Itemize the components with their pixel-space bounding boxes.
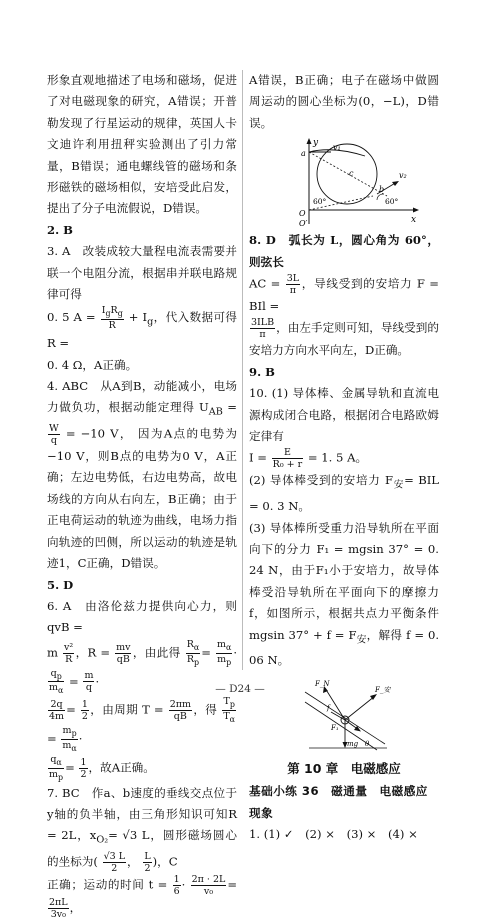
label-b: b [379, 185, 385, 195]
page-number: — D24 — [215, 683, 265, 695]
label-angle-o: 60° [313, 197, 327, 207]
label-fn: F_N [315, 679, 330, 688]
label-mg: mg [347, 739, 359, 748]
label-a: a [301, 149, 306, 159]
column-divider [242, 70, 243, 670]
left-column [47, 70, 237, 920]
section-title: 基础小练 36 磁通量 电磁感应现象 [249, 784, 428, 820]
label-x: x [411, 215, 417, 226]
label-theta: θ [365, 739, 370, 748]
answer-2: 2. B [47, 222, 73, 237]
answer-7-continued: A错误，B正确；电子在磁场中做圆周运动的圆心坐标为(0，−L)，D错误。 [249, 73, 439, 130]
answer-7: 7. BC 作a、b速度的垂线交点位于y轴的负半轴，由三角形知识可知R = 2L，$x_{O_2}= √3$ L，圆形磁场圆心的坐标为( $\frac{√3 L}{2}$ ， $\frac{L}{2}$ )，C 正确；运动的时间 t = $\frac{1}{6}$ · $\frac{2\pi \cdot 2L}{\text{v₀}}$ = $\frac{2\pi L}{\text{3v₀}}$ ， [47, 785, 238, 920]
label-o-prime: O′ [299, 219, 308, 229]
answer-8: 8. D 弧长为 L，圆心角为 60°，则弦长 AC = $\frac{3L}{\pi}$ ，导线受到的安培力 F = BIl = $\frac{\text{3ILB}}{\pi}$ ，由左手定则可知，导线受到的安培力方向水平向左，D正确。 [249, 233, 439, 358]
label-fa: F_安 [375, 685, 391, 694]
answer-9: 9. B [249, 364, 275, 379]
label-c: c [349, 169, 354, 179]
label-angle-b: 60° [385, 197, 399, 207]
label-v2: v₂ [399, 171, 407, 181]
fraction: $\frac{W}{q}$ [49, 423, 59, 447]
answer-6: 6. A 由洛伦兹力提供向心力，则 qvB = m $\frac{\text{v²}}{R}$ ，R = $\frac{mv}{qB}$ ，由此得 $\frac{R_\alpha}{R_p}$ = $\frac{m_\alpha}{m_p}$ · $\frac{q_p}{m_\alpha}$ = $\frac{m}{q}$ · $\frac{2q}{4m}$ = $\frac{1}{2}$ ，由周期 T = $\frac{2\pi m}{qB}$ ，得 $\frac{T_p}{T_\alpha}$ = $\frac{m_p}{m_\alpha}$ · $\frac{q_\alpha}{m_p}$ = $\frac{1}{2}$ ，故A正确。 [47, 598, 237, 782]
answer-4: 4. ABC 从A到B，动能减小，电场力做负功，根据动能定理得 $U_{AB}$ = $\frac{W}{q}$ = −10 V， 因为A点的电势为−10 V，则B点的电势为0 V，A正确；左边电势低，右边电势高，故电场线的方向从右向左，B正确；由于正电荷运动的轨迹为曲线，电场力指向轨迹的凹侧，所以运动的轨迹是轨迹1，C正确，D错误。 [47, 378, 238, 571]
fraction: $\frac{I_gR_g}{R}$ [101, 305, 123, 332]
answer-3: 3. A 改装成较大量程电流表需要并联一个电阻分流，根据串并联电路规律可得 0. 5 A = $\frac{I_gR_g}{R}$ + $I_g$，代入数据可得R = 0. 4 Ω，A正确。 [47, 244, 237, 372]
section-answer-1: 1. (1) ✓ (2) × (3) × (4) × [249, 826, 418, 841]
label-y: y [313, 138, 319, 149]
chapter-title: 第 10 章 电磁感应 [287, 760, 401, 776]
answer-10: 10. (1) 导体棒、金属导轨和直流电源构成闭合电路，根据闭合电路欧姆定律有 I = $\frac{E}{\text{R₀ + r}}$ = 1. 5 A。 (2) 导体棒受到的安培力 $F_安=$ BIL = 0. 3 N。 (3) 导体棒所受重力沿导轨所在平面向下的分力 F₁ = mgsin 37° = 0. 24 N，由于F₁小于安培力，故导体棒受沿导轨所在平面向下的摩擦力 f，如图所示，根据共点力平衡条件 mgsin $37^\circ + f = F_安$，解得 f = 0. 06 N。 [249, 386, 440, 668]
label-o: O [299, 209, 306, 219]
answer-1-continued: 形象直观地描述了电场和磁场，促进了对电磁现象的研究，A错误；开普勒发现了行星运动的规律，英国人卡文迪许利用扭秤实验测出了引力常量，B错误；通电螺线管的磁场和条形磁铁的磁场相似，安培受此启发，提出了分子电流假说，D错误。 [47, 73, 237, 216]
label-f1: F₁ [331, 723, 339, 732]
label-f: f [327, 703, 330, 712]
right-column [249, 70, 439, 845]
label-v1: v₁ [333, 143, 341, 153]
trajectory-diagram [293, 136, 423, 228]
answer-5: 5. D [47, 577, 74, 592]
